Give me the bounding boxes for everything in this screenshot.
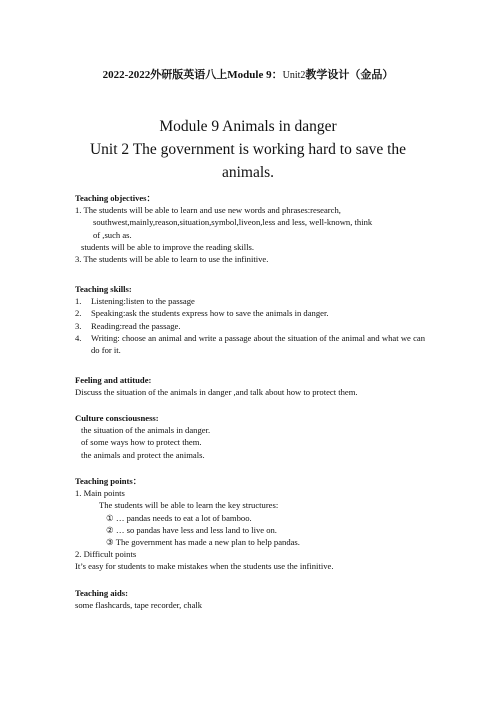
points-section: [75, 475, 425, 573]
header-rest: 教学设计（金品）: [305, 69, 394, 81]
skills-heading: Teaching skills:: [75, 284, 132, 294]
culture-section: [75, 412, 425, 461]
culture-line: the animals and protect the animals.: [81, 449, 205, 460]
title-line-3: animals.: [221, 164, 275, 181]
objective-1c: of ,such as.: [93, 229, 132, 240]
objective-2: students will be able to improve the reading skills.: [81, 241, 255, 252]
points-heading: Teaching points：: [75, 476, 142, 486]
skill-item: 3. Reading:read the passage.: [75, 320, 181, 331]
header-main: 2022-2022外研版英语八上Module 9：: [102, 69, 283, 81]
main-point-item: ① … pandas needs to eat a lot of bamboo.: [106, 512, 252, 523]
culture-line: of some ways how to protect them.: [81, 437, 202, 448]
aids-text: some flashcards, tape recorder, chalk: [75, 600, 203, 611]
objectives-section: [75, 192, 425, 265]
skills-section: [75, 283, 425, 356]
difficult-points-text: It’s easy for students to make mistakes when the students use the infinitive.: [75, 561, 334, 572]
skill-item: 1. Listening:listen to the passage: [75, 296, 195, 307]
feeling-heading: Feeling and attitude:: [75, 375, 152, 385]
main-points-label: 1. Main points: [75, 488, 125, 499]
objective-3: 3. The students will be able to learn to use the infinitive.: [75, 254, 269, 265]
document-header: [0, 66, 496, 82]
culture-heading: Culture consciousness:: [75, 413, 159, 423]
main-point-item: ③ The government has made a new plan to help pandas.: [106, 537, 300, 548]
aids-section: [75, 587, 425, 611]
objectives-heading: Teaching objectives：: [75, 193, 156, 203]
skill-item: 4. Writing: choose an animal and write a passage about the situation of the animal and what we can do for it.: [75, 332, 425, 356]
objective-1b: southwest,mainly,reason,situation,symbol,liveon,less and less, well-known, think: [93, 217, 373, 228]
title-line-1: Module 9 Animals in danger: [159, 118, 337, 135]
header-unit: Unit2: [282, 70, 306, 81]
objective-1a: 1. The students will be able to learn and use new words and phrases:research,: [75, 205, 341, 216]
feeling-text: Discuss the situation of the animals in danger ,and talk about how to protect them.: [75, 387, 358, 398]
main-point-item: ② … so pandas have less and less land to live on.: [106, 524, 277, 535]
skill-item: 2. Speaking:ask the students express how to save the animals in danger.: [75, 308, 329, 319]
feeling-section: [75, 374, 425, 398]
aids-heading: Teaching aids:: [75, 588, 128, 598]
title-line-2: Unit 2 The government is working hard to save the: [89, 141, 407, 158]
difficult-points-label: 2. Difficult points: [75, 549, 137, 560]
culture-line: the situation of the animals in danger.: [81, 425, 211, 436]
main-points-intro: The students will be able to learn the key structures:: [99, 500, 279, 511]
